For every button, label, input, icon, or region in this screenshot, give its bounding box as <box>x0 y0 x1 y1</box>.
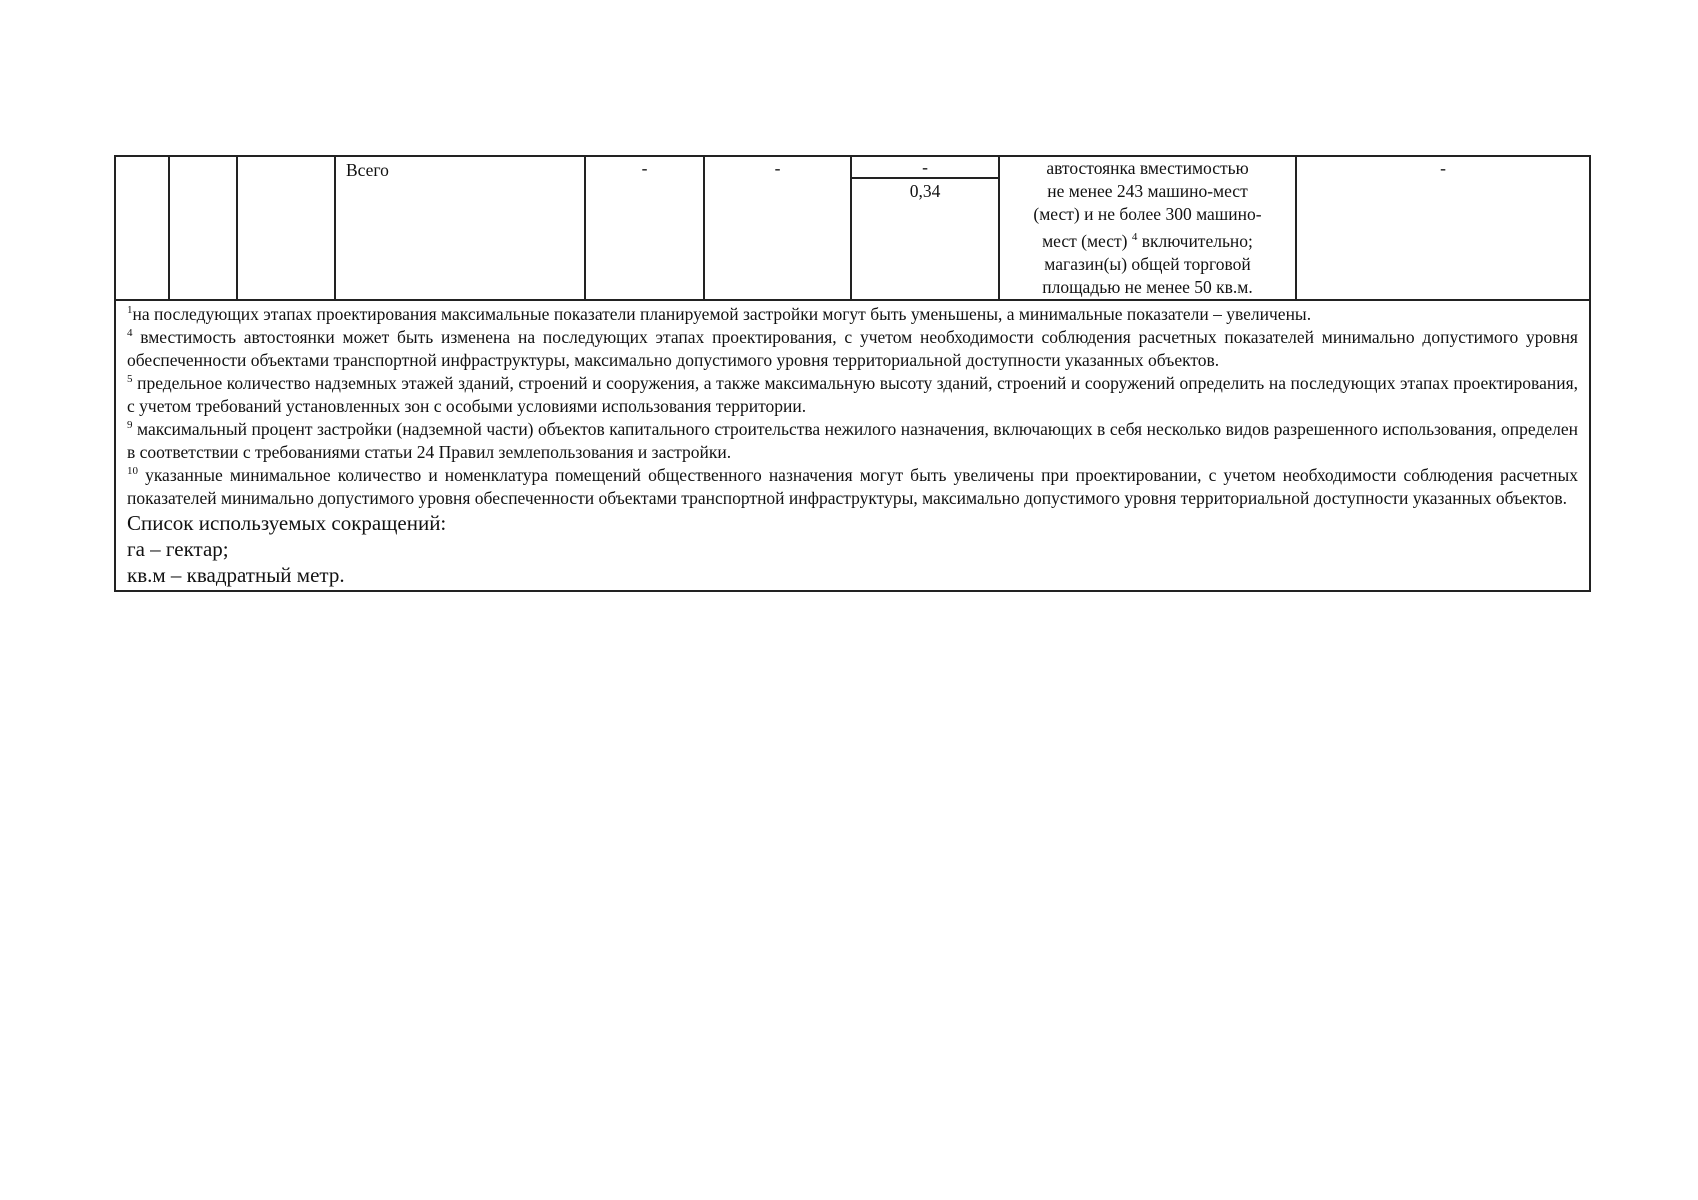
parking-line-5: магазин(ы) общей торговой <box>1044 253 1251 274</box>
footnotes-section <box>115 300 1590 591</box>
table-cell-col9: - <box>1296 156 1590 300</box>
footnote-9-number: 9 <box>127 419 133 431</box>
footnote-5 <box>127 372 1578 418</box>
parking-line-4-end: включительно; <box>1141 230 1253 251</box>
footnote-1-number: 1 <box>127 304 133 316</box>
footnote-4 <box>127 326 1578 372</box>
table-cell-empty-2 <box>169 156 237 300</box>
parking-line-4-text: мест (мест) <box>1042 230 1128 251</box>
footnote-1 <box>127 303 1578 326</box>
abbreviations-title: Список используемых сокращений: <box>127 510 447 535</box>
parking-line-3: (мест) и не более 300 машино- <box>1033 204 1262 224</box>
table-cell-empty-1 <box>115 156 169 300</box>
parking-line-1: автостоянка вместимостью <box>1046 158 1249 178</box>
table-cell-empty-3 <box>237 156 335 300</box>
footnote-4-text: вместимость автостоянки может быть изменена на последующих этапах проектирования, с учетом необходимости соблюдения расчетных показателей минимально допустимого уровня обеспеченности объектами транспортной инфраструктуры, максимально допустимого уровня территориальной доступности указанных объектов. <box>127 326 1578 370</box>
table-cell-col7 <box>851 156 999 300</box>
parking-line-6: площадью не менее 50 кв.м. <box>1042 276 1253 297</box>
parking-description <box>999 156 1296 300</box>
footnote-10-number: 10 <box>127 465 138 477</box>
table-row-notes <box>115 300 1590 591</box>
abbreviation-item-ha: га – гектар; <box>127 536 229 561</box>
abbreviation-item-sqm: кв.м – квадратный метр. <box>127 562 345 587</box>
table-row-total <box>115 156 1590 300</box>
summary-table <box>114 155 1591 592</box>
total-label: Всего <box>335 156 585 300</box>
col7-bottom-value: 0,34 <box>909 181 941 201</box>
footnote-10-text: указанные минимальное количество и номенклатура помещений общественного назначения могут быть увеличены при проектировании, с учетом необходимости соблюдения расчетных показателей минимально допустимого уровня обеспеченности объектами транспортной инфраструктуры, максимально допустимого уровня территориальной доступности указанных объектов. <box>127 464 1578 508</box>
footnote-4-number: 4 <box>127 327 133 339</box>
parking-line-2: не менее 243 машино-мест <box>1047 181 1248 201</box>
footnote-10 <box>127 464 1578 510</box>
col7-top-value: - <box>852 157 998 179</box>
table-cell-col5: - <box>585 156 704 300</box>
footnote-9-text: максимальный процент застройки (надземной части) объектов капитального строительства нежилого назначения, включающих в себя несколько видов разрешенного использования, определен в соответствии с требованиями статьи 24 Правил землепользования и застройки. <box>127 418 1578 462</box>
footnote-9 <box>127 418 1578 464</box>
footnote-1-text: на последующих этапах проектирования максимальные показатели планируемой застройки могут быть уменьшены, а минимальные показатели – увеличены. <box>132 303 1312 324</box>
footnote-ref-4: 4 <box>1131 231 1138 243</box>
table-cell-col6: - <box>704 156 851 300</box>
parking-line-4 <box>1008 226 1287 253</box>
footnote-5-number: 5 <box>127 373 133 385</box>
footnote-5-text: предельное количество надземных этажей зданий, строений и сооружения, а также максимальную высоту зданий, строений и сооружений определить на последующих этапах проектирования, с учетом требований установленных зон с особыми условиями использования территории. <box>127 372 1578 416</box>
